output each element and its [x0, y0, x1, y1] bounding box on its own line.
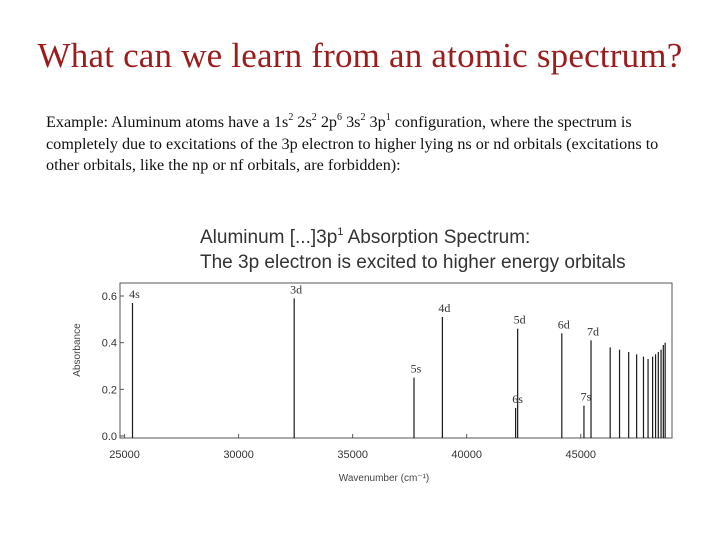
line-annotation-4s: 4s [129, 287, 140, 301]
x-tick-label: 30000 [223, 449, 254, 461]
x-tick-label: 45000 [565, 449, 597, 461]
x-tick-label: 35000 [337, 449, 368, 461]
line-annotation-7d: 7d [587, 324, 600, 339]
x-axis-label: Wavenumber (cm⁻¹) [338, 473, 430, 484]
superscript: 6 [337, 111, 343, 123]
chart-title-line1 [200, 226, 530, 248]
y-tick-label: 0.0 [101, 431, 117, 443]
superscript: 2 [288, 111, 294, 123]
line-annotation-6d: 6d [557, 317, 570, 332]
line-annotation-7s: 7s [580, 389, 592, 404]
y-tick-label: 0.6 [101, 291, 117, 303]
y-axis [102, 291, 124, 443]
superscript: 2 [311, 111, 317, 123]
line-annotation-3d: 3d [290, 282, 303, 297]
plot-frame [120, 283, 672, 438]
x-tick-label: 40000 [451, 449, 483, 461]
line-annotation-6s: 6s [512, 392, 523, 406]
body-text-part: 3p [365, 113, 386, 131]
body-text-part: 2s [293, 113, 312, 131]
line-annotation-4d: 4d [438, 301, 451, 315]
body-text-part: Example: Aluminum atoms have a 1s [46, 113, 289, 131]
line-annotation-5d: 5d [513, 312, 526, 327]
x-tick-label: 25000 [109, 449, 140, 461]
superscript: 1 [385, 111, 391, 123]
line-annotations [129, 282, 599, 406]
chart-title-line2: The 3p electron is excited to higher energy orbitals [200, 252, 626, 273]
body-text-part: 2p [316, 113, 338, 131]
superscript: 2 [360, 111, 366, 123]
y-tick-label: 0.2 [101, 384, 117, 397]
slide-title: What can we learn from an atomic spectrum? [37, 36, 683, 75]
chart-title-main: Aluminum [...]3p [200, 227, 338, 248]
spectral-lines [132, 298, 665, 438]
y-tick-label: 0.4 [101, 337, 117, 350]
line-annotation-5s: 5s [410, 361, 422, 376]
body-text-part: 3s [342, 113, 361, 131]
chart-title-rest: Absorption Spectrum: [343, 227, 531, 248]
y-axis-label: Absorbance [72, 323, 83, 377]
body-text-part: configuration, where the spectrum is completely due to excitations of the 3p electron to higher lying ns or nd orbitals (excitations to other orbitals, like the np or nf orbitals, are forbidden): [46, 113, 659, 174]
chart-title-sup: 1 [337, 226, 344, 238]
